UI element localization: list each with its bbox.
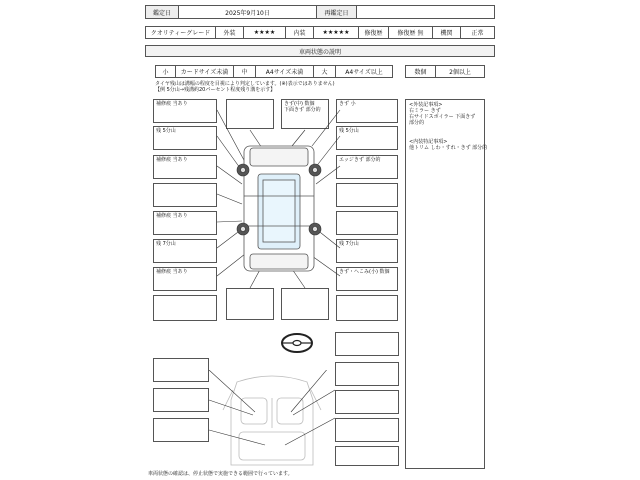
repair-label: 修復歴	[359, 27, 389, 38]
ext-right-5: 残 7分山	[336, 239, 398, 263]
exterior-stars: ★★★★	[244, 27, 286, 38]
date-value: 2025年9月10日	[179, 6, 317, 18]
legend-large-desc: A4サイズ以上	[345, 69, 383, 76]
tire-note-1: タイヤ残山は溝幅の程度を目視により判定しています。(※)表示ではありません)	[155, 81, 335, 87]
steering-wheel-icon	[280, 332, 314, 354]
reinspect-value	[357, 6, 494, 18]
ext-left-1: 補修痕 当あり	[153, 99, 217, 123]
interior-outline	[223, 376, 321, 465]
ext-left-7: 補修痕 当あり	[153, 267, 217, 291]
tire-note-2: 【例 5分山→残溝約20パーセント程度残り溝を示す】	[155, 87, 276, 93]
car-exterior-diagram	[150, 96, 410, 326]
count-legend	[405, 65, 485, 78]
legend-small: 小	[156, 66, 176, 77]
ext-right-top: きず 小	[336, 99, 398, 123]
legend-small-desc: カードサイズ未満	[176, 66, 234, 77]
exterior-label: 外装	[216, 27, 244, 38]
ext-note-2: 右サイドスポイラー 下面きず	[409, 114, 476, 120]
legend-count: 数個	[406, 66, 436, 77]
legend-medium-desc: A4サイズ未満	[256, 66, 314, 77]
size-legend	[155, 65, 393, 78]
int-right-1	[335, 332, 399, 356]
section-title-text: 車両状態の説明	[298, 48, 341, 56]
int-left-3	[153, 418, 209, 442]
ext-right-1: 残 5分山	[336, 126, 398, 150]
ext-note-3: 部分的	[409, 120, 425, 126]
header-row	[145, 5, 495, 19]
interior-stars: ★★★★★	[314, 27, 359, 38]
ext-right-2: エッジきず 部分的	[336, 155, 398, 179]
equipment-value: 正常	[471, 30, 484, 37]
equipment-label: 機関	[433, 27, 461, 38]
legend-medium: 中	[234, 66, 256, 77]
special-notes	[405, 99, 488, 469]
grades-row	[145, 26, 495, 39]
quality-label: クオリティーグレード	[146, 27, 216, 38]
ext-left-5: 補修痕 当あり	[153, 211, 217, 235]
date-label: 鑑定日	[146, 6, 179, 18]
footer-note: 車両状態の確認は、停止状態で実施できる範囲で行っています。	[148, 471, 293, 477]
ext-note-1: 右ミラー きず	[409, 108, 441, 114]
ext-left-6: 残 7分山	[153, 239, 217, 263]
int-right-5	[335, 446, 399, 466]
interior-label: 内装	[286, 27, 314, 38]
repair-value: 修復歴 無	[389, 27, 433, 38]
int-right-3	[335, 390, 399, 414]
ext-top-center: きず(中) 数個 下面きず 部分的	[281, 99, 329, 129]
reinspect-label: 再鑑定日	[317, 6, 357, 18]
int-note-1: 他トリム しわ・すれ・きず 部分的	[409, 145, 488, 151]
int-left-2	[153, 388, 209, 412]
car-body	[244, 146, 314, 271]
int-left-1	[153, 358, 209, 382]
ext-left-3: 補修痕 当あり	[153, 155, 217, 179]
int-right-4	[335, 418, 399, 442]
legend-large: 大	[314, 66, 336, 77]
int-right-2	[335, 362, 399, 386]
section-title	[145, 45, 495, 57]
int-notes-title: <内装特記事項>	[409, 139, 448, 145]
ext-notes-title: <外装記事項>	[409, 102, 443, 108]
ext-left-2: 残 5分山	[153, 126, 217, 150]
ext-right-6: きず・へこみ(小) 数個	[336, 267, 398, 291]
legend-count-desc: 2個以上	[449, 69, 471, 76]
car-interior-diagram	[205, 370, 340, 468]
